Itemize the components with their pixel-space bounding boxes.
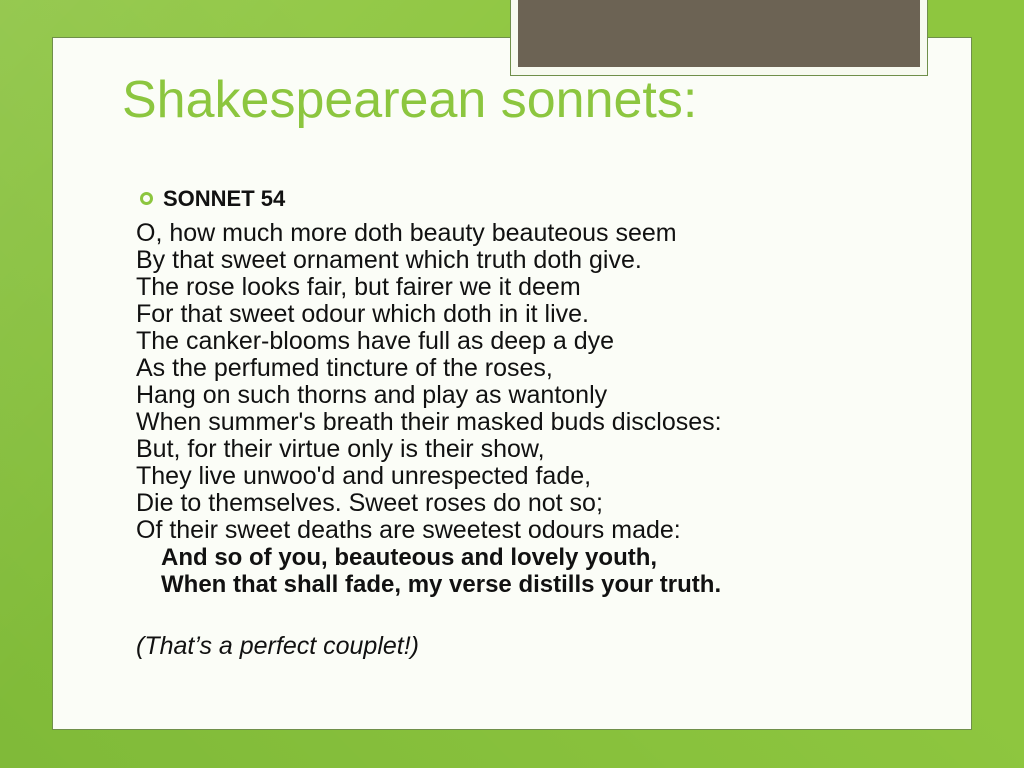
couplet-line: When that shall fade, my verse distills your truth. — [161, 571, 722, 598]
circle-bullet-icon — [140, 192, 153, 205]
decorative-tab-fill — [518, 0, 920, 67]
slide-title: Shakespearean sonnets: — [122, 71, 698, 129]
sonnet-line: Hang on such thorns and play as wantonly — [136, 381, 608, 409]
couplet-note: (That’s a perfect couplet!) — [136, 632, 420, 660]
sonnet-heading: SONNET 54 — [163, 186, 286, 211]
sonnet-line: By that sweet ornament which truth doth give. — [136, 246, 642, 274]
sonnet-line: But, for their virtue only is their show, — [136, 435, 545, 463]
sonnet-lines — [136, 220, 956, 598]
sonnet-line: The rose looks fair, but fairer we it deem — [136, 273, 581, 301]
decorative-tab — [510, 0, 928, 76]
sonnet-line: They live unwoo'd and unrespected fade, — [136, 462, 592, 490]
sonnet-line: The canker-blooms have full as deep a dye — [136, 327, 615, 355]
sonnet-line: For that sweet odour which doth in it live. — [136, 300, 590, 328]
sonnet-heading-row — [136, 182, 956, 216]
sonnet-line: When summer's breath their masked buds discloses: — [136, 408, 722, 436]
slide-content — [136, 182, 956, 661]
sonnet-line: O, how much more doth beauty beauteous seem — [136, 219, 677, 247]
couplet-line: And so of you, beauteous and lovely youth, — [161, 544, 658, 571]
sonnet-line: As the perfumed tincture of the roses, — [136, 354, 553, 382]
sonnet-line: Of their sweet deaths are sweetest odours made: — [136, 516, 681, 544]
sonnet-line: Die to themselves. Sweet roses do not so; — [136, 489, 603, 517]
